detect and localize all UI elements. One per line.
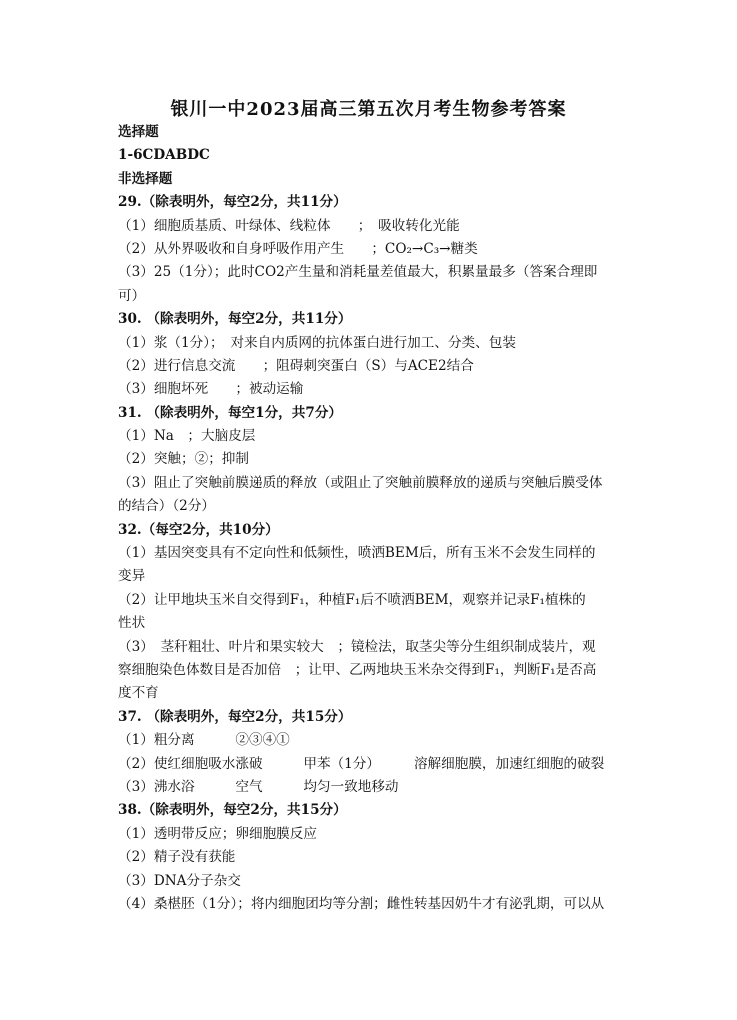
text-line: 可） [118,287,146,304]
text-line: （3）沸水浴 空气 均匀一致地移动 [118,778,399,795]
text-line: （3）阻止了突触前膜递质的释放（或阻止了突触前膜释放的递质与突触后膜受体 [118,474,603,491]
text-line: （2）精子没有获能 [118,849,236,866]
text-line: （1）透明带反应；卵细胞膜反应 [118,825,317,842]
text-line: 选择题 [118,124,159,140]
text-line: （1）粗分离 ②③④① [118,732,290,749]
text-line: （1）细胞质基质、叶绿体、线粒体 ； 吸收转化光能 [118,217,460,234]
text-line: （3）DNA分子杂交 [118,872,241,889]
text-line: 30. （除表明外，每空2分，共11分） [118,311,352,328]
text-line: （3） 茎秆粗壮、叶片和果实较大 ；镜检法，取茎尖等分生组织制成装片，观 [118,638,596,655]
text-line: （3）细胞坏死 ；被动运输 [118,381,304,398]
text-line: （1）Na ；大脑皮层 [118,428,256,445]
text-line: （2）从外界吸收和自身呼吸作用产生 ；CO₂→C₃→糖类 [118,240,478,257]
text-line: （2）突触；②；抑制 [118,451,249,468]
text-line: 性状 [118,615,146,632]
text-line: （4）桑椹胚（1分）；将内细胞团均等分割；雌性转基因奶牛才有泌乳期，可以从 [118,895,605,912]
text-line: 37. （除表明外，每空2分，共15分） [118,708,352,725]
text-line: 察细胞染色体数目是否加倍 ；让甲、乙两地块玉米杂交得到F₁，判断F₁是否高 [118,661,597,678]
page-title: 银川一中2023届高三第五次月考生物参考答案 [170,99,567,120]
text-line: （3）25（1分）；此时CO2产生量和消耗量差值最大，积累量最多（答案合理即 [118,264,598,281]
text-line: 1-6CDABDC [118,147,210,164]
text-line: 的结合）（2分） [118,498,216,515]
text-line: （2）进行信息交流 ；阻碍刺突蛋白（S）与ACE2结合 [118,357,474,374]
text-line: 非选择题 [118,170,173,187]
answer-lines [118,121,623,916]
text-line: 度不育 [118,685,159,702]
text-line: 38.（除表明外，每空2分，共15分） [118,802,347,819]
text-line: 32.（每空2分，共10分） [118,521,279,538]
text-line: （1）基因突变具有不定向性和低频性，喷洒BEM后，所有玉米不会发生同样的 [118,545,596,562]
text-line: 31. （除表明外，每空1分，共7分） [118,404,343,421]
text-line: （2）使红细胞吸水涨破 甲苯（1分） 溶解细胞膜，加速红细胞的破裂 [118,755,605,772]
text-line: （2）让甲地块玉米自交得到F₁，种植F₁后不喷洒BEM，观察并记录F₁植株的 [118,591,586,608]
text-line: 变异 [118,568,146,585]
text-line: 29.（除表明外，每空2分，共11分） [118,194,347,211]
text-line: （1）浆（1分）； 对来自内质网的抗体蛋白进行加工、分类、包装 [118,334,516,351]
